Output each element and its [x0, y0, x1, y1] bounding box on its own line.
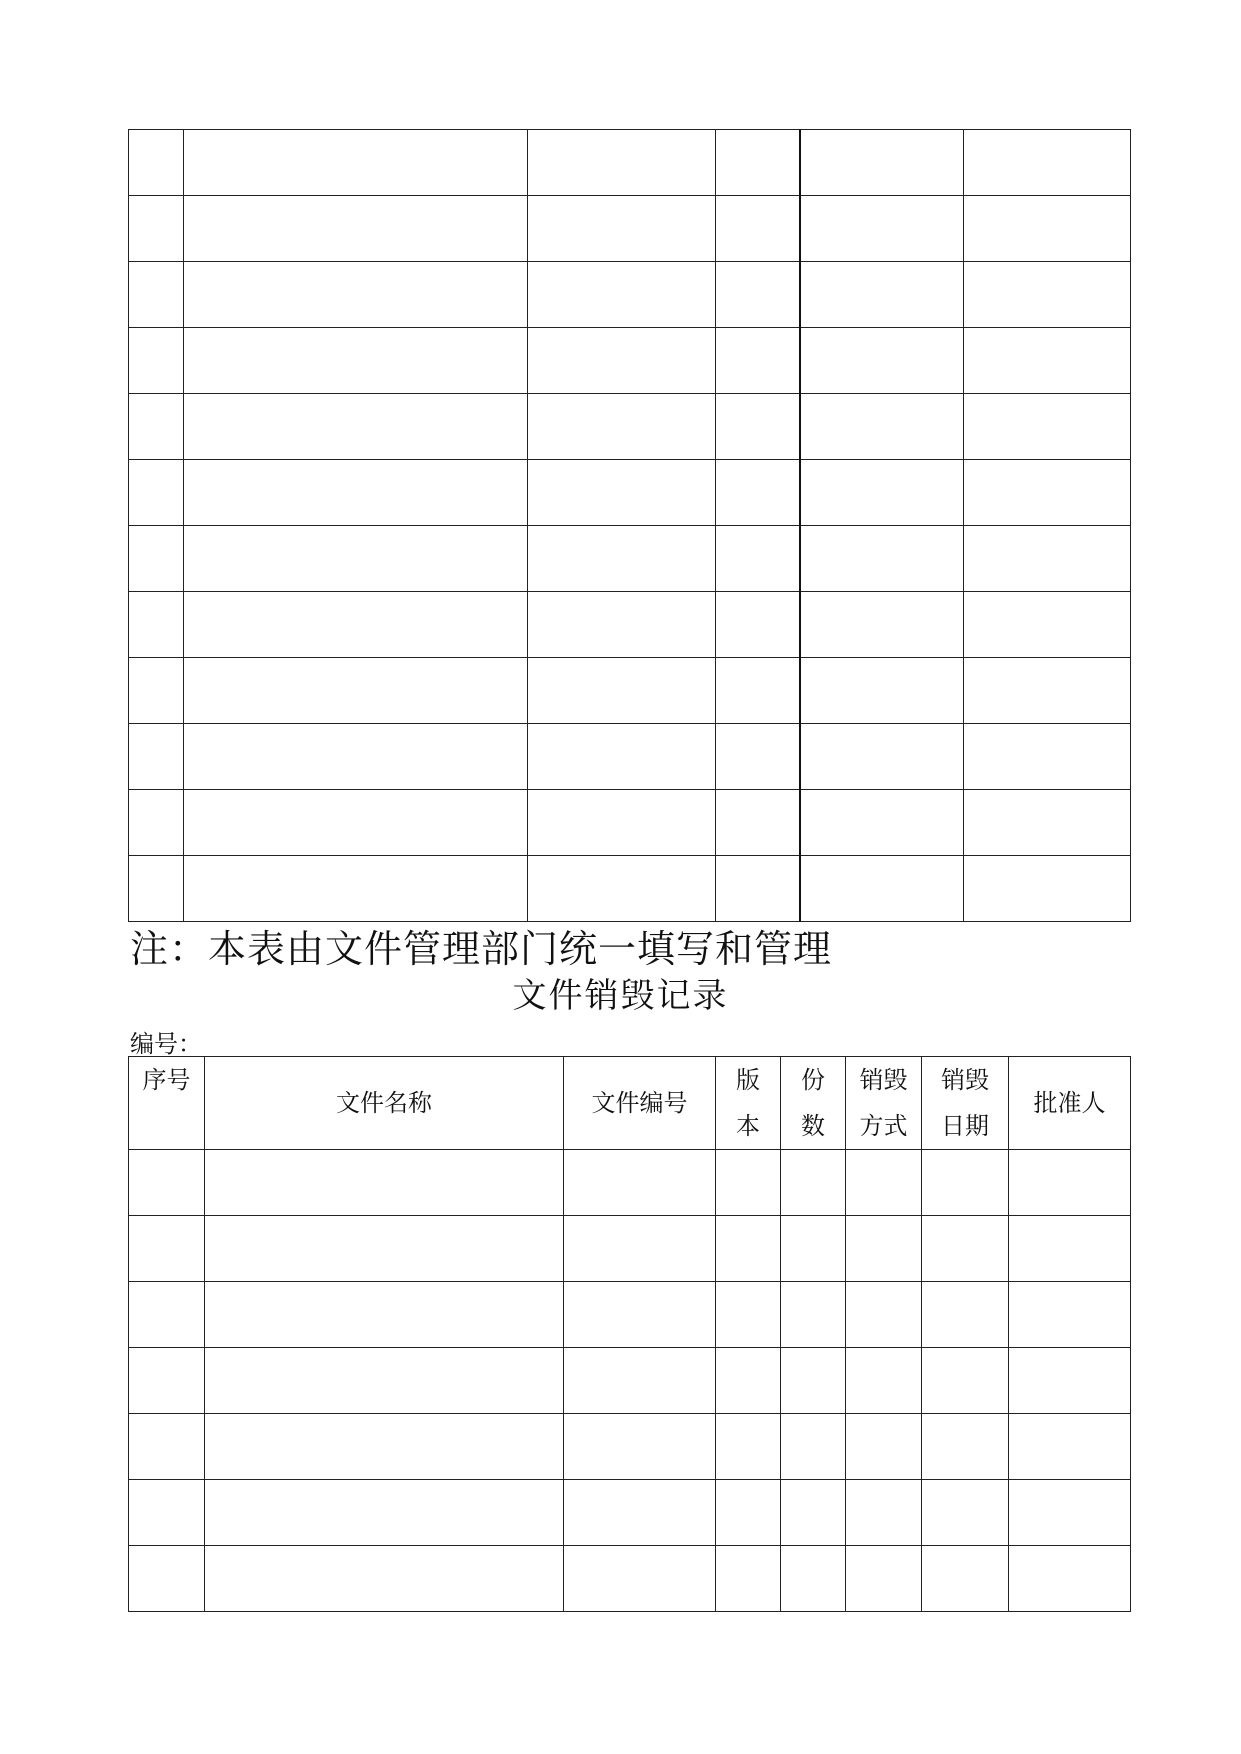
table-cell[interactable]	[964, 394, 1131, 460]
table-cell[interactable]	[528, 130, 716, 196]
table-cell[interactable]	[964, 658, 1131, 724]
table-cell[interactable]	[922, 1348, 1009, 1414]
table-cell[interactable]	[184, 856, 528, 922]
table-cell[interactable]	[964, 724, 1131, 790]
header-copies: 份 数	[781, 1057, 846, 1150]
table-cell[interactable]	[716, 328, 800, 394]
upper-blank-table	[128, 129, 1131, 922]
table-cell[interactable]	[716, 1150, 781, 1216]
table-row	[129, 1414, 1131, 1480]
table-cell[interactable]	[716, 724, 800, 790]
table-cell[interactable]	[129, 1480, 205, 1546]
table-cell[interactable]	[716, 658, 800, 724]
table-row	[129, 1546, 1131, 1612]
table-cell[interactable]	[129, 592, 184, 658]
table-row	[129, 856, 1131, 922]
table-cell[interactable]	[184, 394, 528, 460]
table-cell[interactable]	[922, 1150, 1009, 1216]
table-row	[129, 724, 1131, 790]
table-note: 注：本表由文件管理部门统一填写和管理	[130, 927, 833, 971]
table-cell[interactable]	[800, 592, 964, 658]
table-cell[interactable]	[964, 328, 1131, 394]
table-cell[interactable]	[716, 460, 800, 526]
table-cell[interactable]	[846, 1216, 922, 1282]
table-cell[interactable]	[564, 1150, 716, 1216]
header-seq: 序号	[129, 1057, 205, 1150]
table-cell[interactable]	[964, 196, 1131, 262]
table-cell[interactable]	[184, 328, 528, 394]
table-cell[interactable]	[716, 1348, 781, 1414]
table-cell[interactable]	[781, 1546, 846, 1612]
table-cell[interactable]	[716, 262, 800, 328]
table-cell[interactable]	[184, 790, 528, 856]
table-cell[interactable]	[800, 196, 964, 262]
table-cell[interactable]	[1009, 1546, 1131, 1612]
table-cell[interactable]	[528, 724, 716, 790]
table-cell[interactable]	[129, 526, 184, 592]
table-cell[interactable]	[716, 592, 800, 658]
table-row	[129, 460, 1131, 526]
table-cell[interactable]	[528, 460, 716, 526]
table-cell[interactable]	[205, 1216, 564, 1282]
table-cell[interactable]	[129, 724, 184, 790]
header-file-code: 文件编号	[564, 1057, 716, 1150]
header-file-name: 文件名称	[205, 1057, 564, 1150]
table-cell[interactable]	[781, 1414, 846, 1480]
table-cell[interactable]	[800, 460, 964, 526]
table-cell[interactable]	[846, 1282, 922, 1348]
table-cell[interactable]	[781, 1282, 846, 1348]
table-cell[interactable]	[528, 262, 716, 328]
table-cell[interactable]	[846, 1480, 922, 1546]
table-cell[interactable]	[800, 328, 964, 394]
table-cell[interactable]	[846, 1414, 922, 1480]
table-cell[interactable]	[964, 262, 1131, 328]
table-cell[interactable]	[129, 1150, 205, 1216]
table-row	[129, 526, 1131, 592]
table-cell[interactable]	[184, 196, 528, 262]
table-cell[interactable]	[129, 1414, 205, 1480]
table-cell[interactable]	[781, 1216, 846, 1282]
table-cell[interactable]	[964, 856, 1131, 922]
destruction-record-table	[128, 1056, 1131, 1612]
table-cell[interactable]	[716, 1480, 781, 1546]
table-cell[interactable]	[716, 526, 800, 592]
table-cell[interactable]	[922, 1480, 1009, 1546]
table-row	[129, 196, 1131, 262]
table-row	[129, 1348, 1131, 1414]
table-row	[129, 1216, 1131, 1282]
table-cell[interactable]	[528, 592, 716, 658]
table-row	[129, 1480, 1131, 1546]
table-cell[interactable]	[205, 1546, 564, 1612]
table-cell[interactable]	[846, 1150, 922, 1216]
header-method: 销毁 方式	[846, 1057, 922, 1150]
table-cell[interactable]	[528, 790, 716, 856]
table-cell[interactable]	[129, 790, 184, 856]
table-row	[129, 262, 1131, 328]
table-cell[interactable]	[800, 262, 964, 328]
table-cell[interactable]	[129, 460, 184, 526]
table-row	[129, 394, 1131, 460]
table-cell[interactable]	[1009, 1216, 1131, 1282]
table-cell[interactable]	[1009, 1480, 1131, 1546]
table-cell[interactable]	[528, 856, 716, 922]
table-cell[interactable]	[1009, 1348, 1131, 1414]
table-cell[interactable]	[129, 658, 184, 724]
table-cell[interactable]	[964, 790, 1131, 856]
table-cell[interactable]	[564, 1216, 716, 1282]
table-cell[interactable]	[800, 526, 964, 592]
table-cell[interactable]	[800, 394, 964, 460]
table-cell[interactable]	[716, 790, 800, 856]
table-cell[interactable]	[922, 1546, 1009, 1612]
table-cell[interactable]	[564, 1282, 716, 1348]
table-cell[interactable]	[129, 262, 184, 328]
table-cell[interactable]	[184, 592, 528, 658]
table-cell[interactable]	[800, 130, 964, 196]
table-cell[interactable]	[781, 1348, 846, 1414]
table-cell[interactable]	[846, 1546, 922, 1612]
table-cell[interactable]	[716, 1414, 781, 1480]
table-cell[interactable]	[205, 1282, 564, 1348]
table-cell[interactable]	[564, 1414, 716, 1480]
table-cell[interactable]	[205, 1348, 564, 1414]
table-row	[129, 130, 1131, 196]
number-label: 编号：	[130, 1030, 202, 1058]
table-cell[interactable]	[716, 394, 800, 460]
table-cell[interactable]	[1009, 1414, 1131, 1480]
table-row	[129, 592, 1131, 658]
table-cell[interactable]	[129, 196, 184, 262]
table-cell[interactable]	[528, 394, 716, 460]
table-cell[interactable]	[184, 262, 528, 328]
table-cell[interactable]	[964, 130, 1131, 196]
table-cell[interactable]	[800, 856, 964, 922]
table-row	[129, 328, 1131, 394]
table-cell[interactable]	[716, 196, 800, 262]
table-cell[interactable]	[129, 130, 184, 196]
table-cell[interactable]	[716, 1216, 781, 1282]
table-cell[interactable]	[205, 1414, 564, 1480]
table-cell[interactable]	[528, 196, 716, 262]
table-cell[interactable]	[564, 1348, 716, 1414]
table-cell[interactable]	[129, 856, 184, 922]
table-cell[interactable]	[1009, 1150, 1131, 1216]
table-cell[interactable]	[922, 1282, 1009, 1348]
table-cell[interactable]	[781, 1480, 846, 1546]
header-row	[129, 1057, 1131, 1150]
table-cell[interactable]	[129, 394, 184, 460]
header-version: 版 本	[716, 1057, 781, 1150]
table-cell[interactable]	[846, 1348, 922, 1414]
page-title: 文件销毁记录	[512, 976, 729, 1016]
table-cell[interactable]	[716, 856, 800, 922]
table-cell[interactable]	[564, 1480, 716, 1546]
table-cell[interactable]	[781, 1150, 846, 1216]
header-date: 销毁 日期	[922, 1057, 1009, 1150]
table-cell[interactable]	[716, 1546, 781, 1612]
table-cell[interactable]	[184, 460, 528, 526]
table-cell[interactable]	[184, 658, 528, 724]
table-cell[interactable]	[716, 130, 800, 196]
table-cell[interactable]	[964, 460, 1131, 526]
table-cell[interactable]	[184, 526, 528, 592]
table-row	[129, 1282, 1131, 1348]
table-row	[129, 658, 1131, 724]
table-cell[interactable]	[528, 526, 716, 592]
table-cell[interactable]	[800, 790, 964, 856]
table-cell[interactable]	[129, 1216, 205, 1282]
table-cell[interactable]	[1009, 1282, 1131, 1348]
header-approver: 批准人	[1009, 1057, 1131, 1150]
table-cell[interactable]	[922, 1216, 1009, 1282]
table-cell[interactable]	[528, 658, 716, 724]
table-cell[interactable]	[564, 1546, 716, 1612]
table-cell[interactable]	[129, 328, 184, 394]
table-cell[interactable]	[184, 130, 528, 196]
table-cell[interactable]	[800, 658, 964, 724]
table-cell[interactable]	[964, 526, 1131, 592]
table-row	[129, 1150, 1131, 1216]
table-cell[interactable]	[205, 1480, 564, 1546]
table-cell[interactable]	[716, 1282, 781, 1348]
table-cell[interactable]	[922, 1414, 1009, 1480]
table-cell[interactable]	[184, 724, 528, 790]
table-cell[interactable]	[528, 328, 716, 394]
table-cell[interactable]	[129, 1282, 205, 1348]
table-row	[129, 790, 1131, 856]
table-cell[interactable]	[205, 1150, 564, 1216]
table-cell[interactable]	[800, 724, 964, 790]
table-cell[interactable]	[129, 1348, 205, 1414]
table-cell[interactable]	[129, 1546, 205, 1612]
table-cell[interactable]	[964, 592, 1131, 658]
